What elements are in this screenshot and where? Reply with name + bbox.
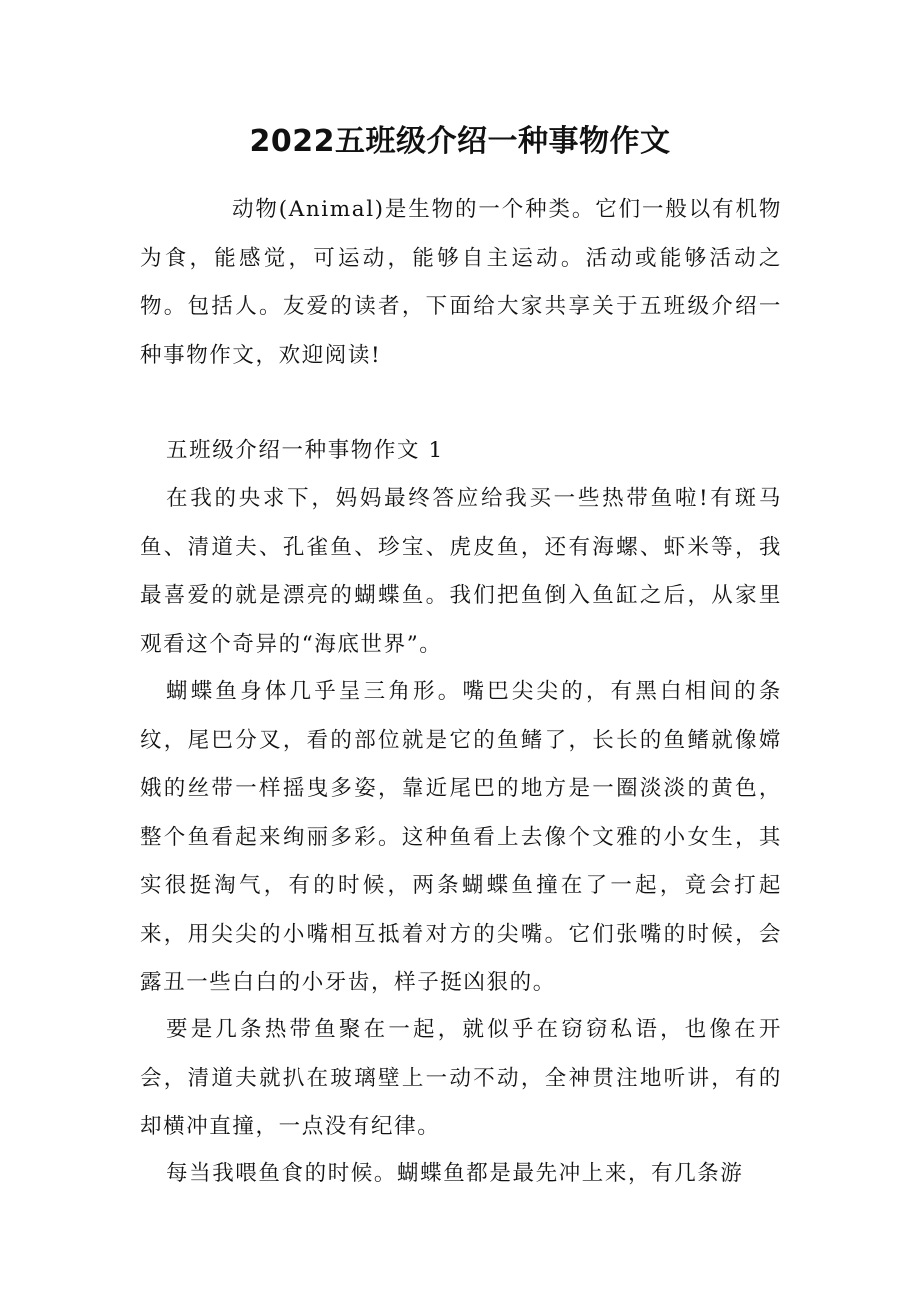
intro-paragraph: 动物(Animal)是生物的一个种类。它们一般以有机物为食，能感觉，可运动，能够自主运动。活动或能够活动之物。包括人。友爱的读者，下面给大家共享关于五班级介绍一种事物作文，欢迎阅读! xyxy=(140,197,782,368)
section-heading: 五班级介绍一种事物作文 1 xyxy=(166,438,444,463)
body-paragraph-2: 蝴蝶鱼身体几乎呈三角形。嘴巴尖尖的，有黑白相间的条纹，尾巴分叉，看的部位就是它的鱼鳍了，长长的鱼鳍就像嫦娥的丝带一样摇曳多姿，靠近尾巴的地方是一圈淡淡的黄色，整个鱼看起来绚丽多彩。这种鱼看上去像个文雅的小女生，其实很挺淘气，有的时候，两条蝴蝶鱼撞在了一起，竟会打起来，用尖尖的小嘴相互抵着对方的尖嘴。它们张嘴的时候，会露丑一些白白的小牙齿，样子挺凶狠的。 xyxy=(140,679,782,995)
document-title: 2022五班级介绍一种事物作文 xyxy=(249,124,671,159)
body-paragraph-4: 每当我喂鱼食的时候。蝴蝶鱼都是最先冲上来，有几条游 xyxy=(166,1161,744,1186)
body-paragraph-3: 要是几条热带鱼聚在一起，就似乎在窃窃私语，也像在开会，清道夫就扒在玻璃壁上一动不动，全神贯注地听讲，有的却横冲直撞，一点没有纪律。 xyxy=(140,1017,782,1139)
body-paragraph-1: 在我的央求下，妈妈最终答应给我买一些热带鱼啦!有斑马鱼、清道夫、孔雀鱼、珍宝、虎皮鱼，还有海螺、虾米等，我最喜爱的就是漂亮的蝴蝶鱼。我们把鱼倒入鱼缸之后，从家里观看这个奇异的“海底世界”。 xyxy=(140,486,782,657)
